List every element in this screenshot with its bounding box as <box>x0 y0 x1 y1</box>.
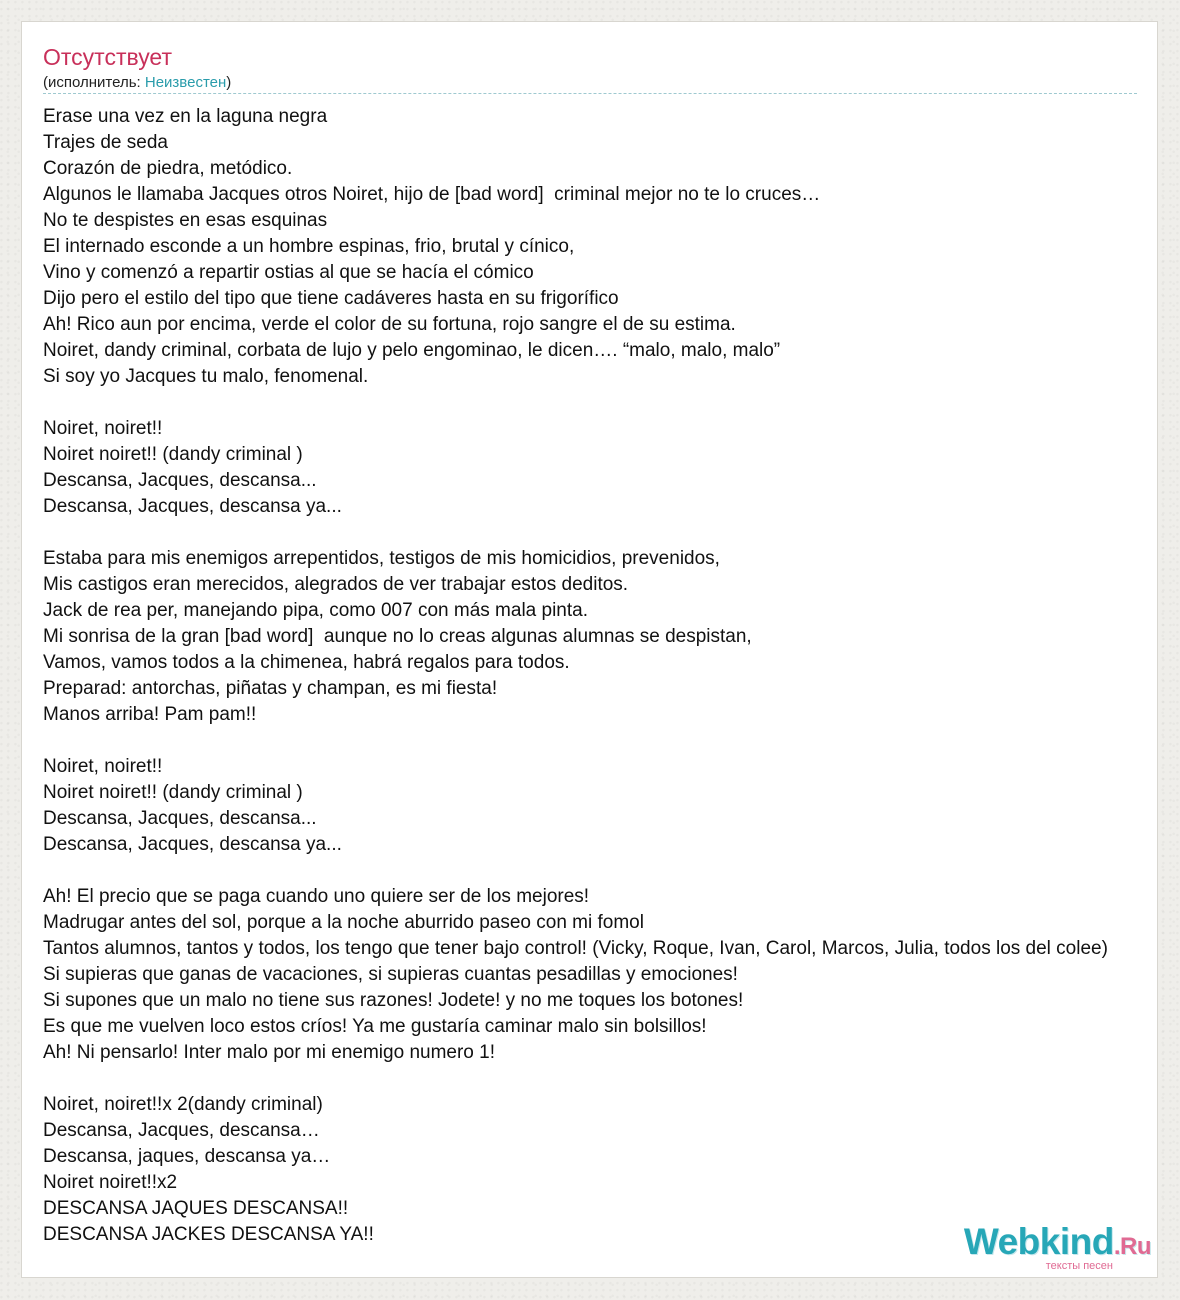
lyric-line: Corazón de piedra, metódico. <box>43 158 293 179</box>
site-logo[interactable] <box>951 1221 1151 1272</box>
logo-tld: .Ru <box>1113 1233 1151 1260</box>
lyric-line: Mi sonrisa de la gran [bad word] aunque no lo creas algunas alumnas se despistan, <box>43 626 752 647</box>
lyric-line: Noiret, noiret!! <box>43 418 163 439</box>
lyric-line: Descansa, Jacques, descansa… <box>43 1120 320 1141</box>
song-title: Отсутствует <box>43 44 172 70</box>
lyric-line: Noiret, dandy criminal, corbata de lujo y pelo engominao, le dicen…. “malo, malo, malo” <box>43 340 781 361</box>
lyric-line: Trajes de seda <box>43 132 168 153</box>
lyric-line <box>43 858 1157 884</box>
artist-prefix: (исполнитель: <box>43 74 145 91</box>
artist-line <box>43 74 231 91</box>
lyric-line: Vamos, vamos todos a la chimenea, habrá regalos para todos. <box>43 652 570 673</box>
title-divider <box>43 93 1137 94</box>
logo-tagline: тексты песен <box>1045 1260 1113 1272</box>
lyrics-text <box>43 104 1157 1248</box>
lyric-line: Descansa, Jacques, descansa... <box>43 808 317 829</box>
lyric-line: Noiret, noiret!!x 2(dandy criminal) <box>43 1094 323 1115</box>
lyric-line: Noiret, noiret!! <box>43 756 163 777</box>
lyric-line: Ah! Rico aun por encima, verde el color de su fortuna, rojo sangre el de su estima. <box>43 314 736 335</box>
lyric-line: Erase una vez en la laguna negra <box>43 106 328 127</box>
lyric-line: El internado esconde a un hombre espinas, frio, brutal y cínico, <box>43 236 575 257</box>
lyric-line: Es que me vuelven loco estos críos! Ya me gustaría caminar malo sin bolsillos! <box>43 1016 707 1037</box>
lyric-line: Vino y comenzó a repartir ostias al que se hacía el cómico <box>43 262 534 283</box>
lyric-line: Madrugar antes del sol, porque a la noche aburrido paseo con mi fomol <box>43 912 644 933</box>
lyric-line: Ah! El precio que se paga cuando uno quiere ser de los mejores! <box>43 886 590 907</box>
lyric-line: Dijo pero el estilo del tipo que tiene cadáveres hasta en su frigorífico <box>43 288 619 309</box>
logo-name: Webkind <box>963 1221 1114 1262</box>
lyric-line: DESCANSA JACKES DESCANSA YA!! <box>43 1224 374 1245</box>
lyric-line <box>43 390 1157 416</box>
lyric-line: Noiret noiret!! (dandy criminal ) <box>43 782 303 803</box>
lyric-line <box>43 728 1157 754</box>
lyric-line: Manos arriba! Pam pam!! <box>43 704 257 725</box>
lyric-line: No te despistes en esas esquinas <box>43 210 328 231</box>
lyric-line: Noiret noiret!! (dandy criminal ) <box>43 444 303 465</box>
lyric-line: Noiret noiret!!x2 <box>43 1172 178 1193</box>
lyric-line: Jack de rea per, manejando pipa, como 007 con más mala pinta. <box>43 600 588 621</box>
lyric-line <box>43 520 1157 546</box>
logo-wordmark <box>964 1221 1151 1263</box>
lyric-line: Descansa, Jacques, descansa ya... <box>43 834 342 855</box>
lyric-line: Tantos alumnos, tantos y todos, los tengo que tener bajo control! (Vicky, Roque, Ivan, Carol, Marcos, Julia, todos los del colee) <box>43 938 1108 959</box>
lyric-line: Mis castigos eran merecidos, alegrados de ver trabajar estos deditos. <box>43 574 629 595</box>
artist-link[interactable]: Неизвестен <box>144 74 227 91</box>
lyric-line: Descansa, Jacques, descansa ya... <box>43 496 342 517</box>
lyric-line: Estaba para mis enemigos arrepentidos, testigos de mis homicidios, prevenidos, <box>43 548 720 569</box>
lyric-line: Si supones que un malo no tiene sus razones! Jodete! y no me toques los botones! <box>43 990 744 1011</box>
lyric-line: Descansa, Jacques, descansa... <box>43 470 317 491</box>
lyric-line: Si soy yo Jacques tu malo, fenomenal. <box>43 366 369 387</box>
lyrics-card <box>21 21 1158 1278</box>
lyric-line <box>43 1066 1157 1092</box>
artist-suffix: ) <box>226 74 232 91</box>
lyric-line: Ah! Ni pensarlo! Inter malo por mi enemigo numero 1! <box>43 1042 495 1063</box>
lyric-line: Si supieras que ganas de vacaciones, si supieras cuantas pesadillas y emociones! <box>43 964 738 985</box>
lyric-line: Preparad: antorchas, piñatas y champan, es mi fiesta! <box>43 678 498 699</box>
lyric-line: DESCANSA JAQUES DESCANSA!! <box>43 1198 349 1219</box>
lyric-line: Descansa, jaques, descansa ya… <box>43 1146 331 1167</box>
lyric-line: Algunos le llamaba Jacques otros Noiret, hijo de [bad word] criminal mejor no te lo cruces… <box>43 184 821 205</box>
